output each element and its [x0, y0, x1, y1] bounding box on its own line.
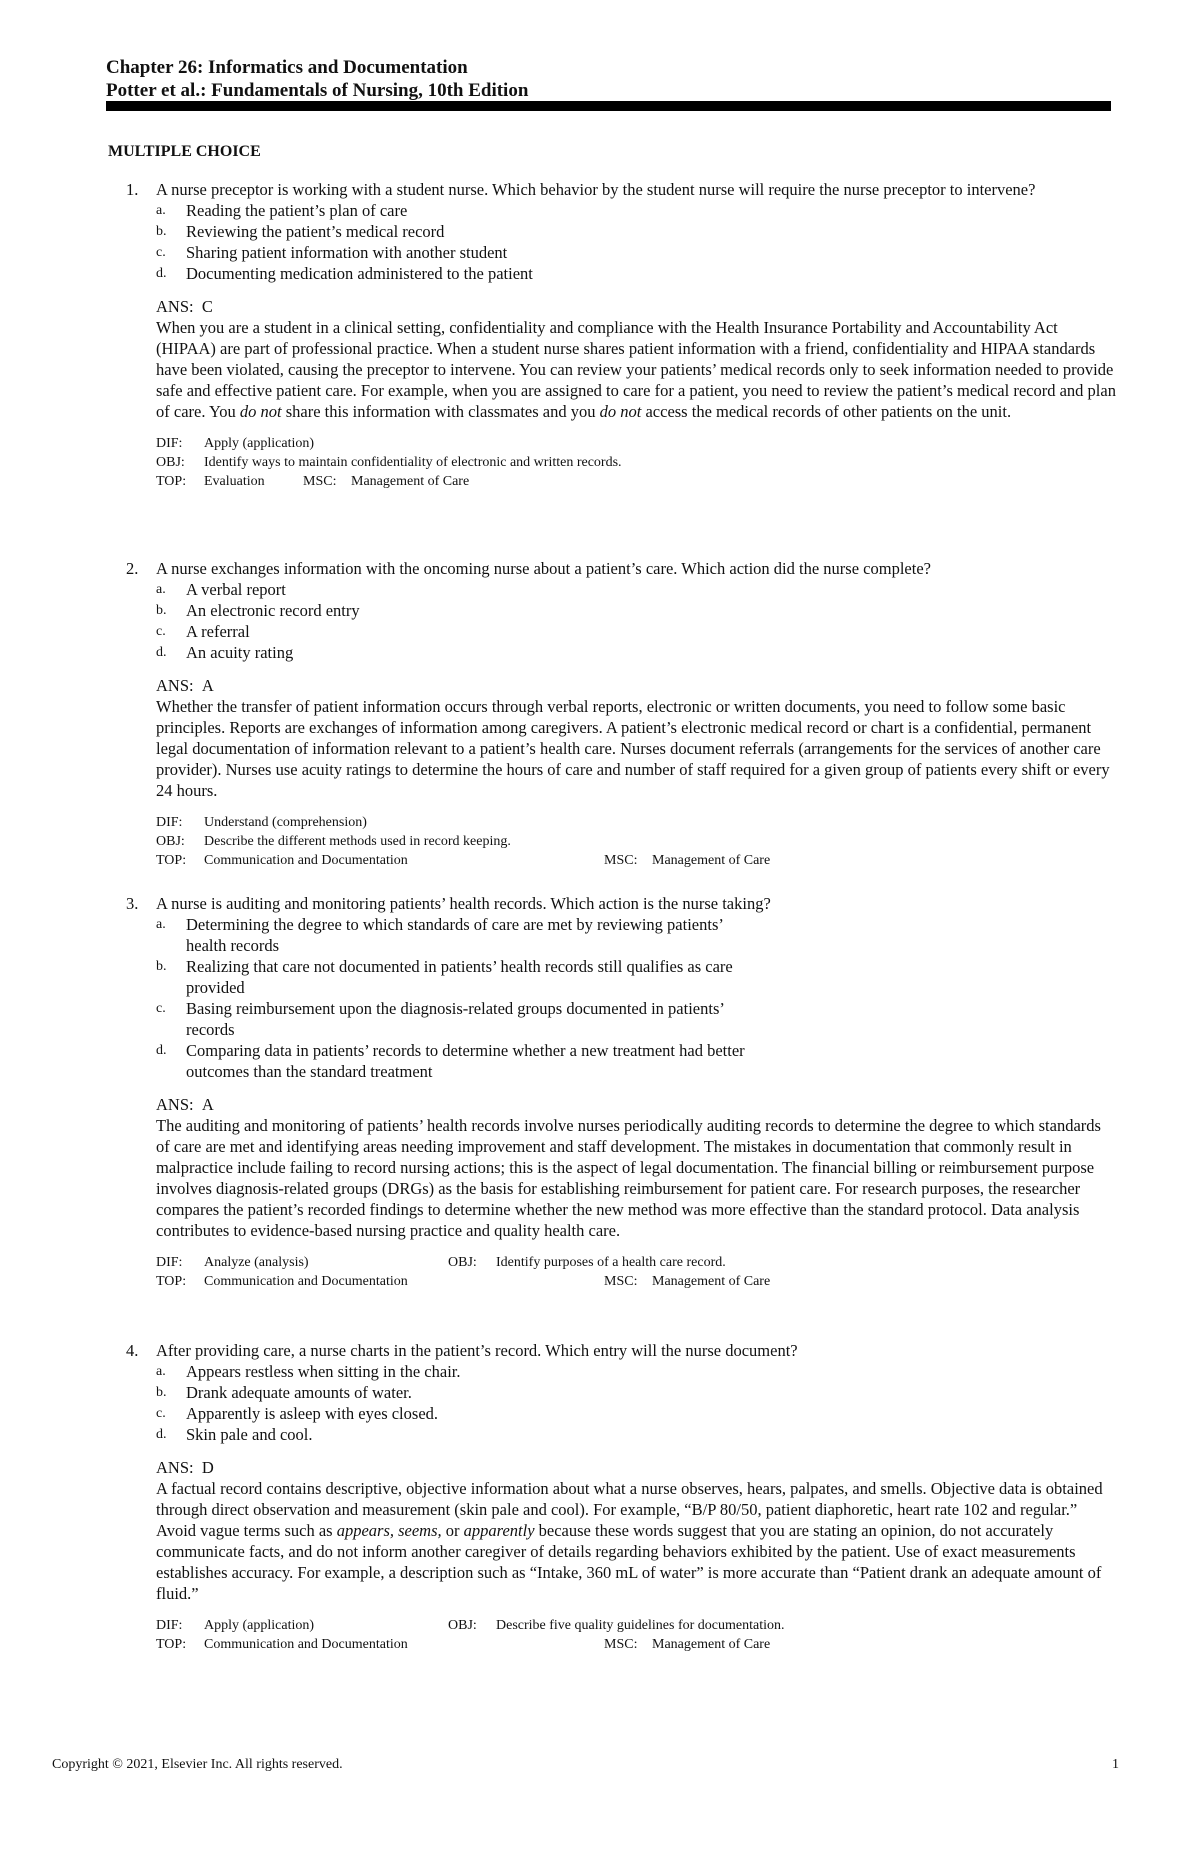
question-text: A nurse is auditing and monitoring patients’ health records. Which action is the nurse taking? — [156, 894, 771, 913]
option-a — [126, 914, 746, 956]
option-letter: a. — [156, 203, 166, 218]
option-b — [126, 221, 1116, 242]
header-rule — [106, 101, 1111, 111]
msc: Management of Care — [351, 474, 470, 489]
option-b — [126, 600, 1116, 621]
difficulty: Analyze (analysis) — [204, 1255, 309, 1270]
question-metadata: DIF: Apply (application) OBJ: Describe five quality guidelines for documentation. TOP: Communication and Documentation MSC: Management of Care — [156, 1618, 785, 1652]
option-letter: a. — [156, 1364, 166, 1379]
question-number: 4. — [126, 1341, 139, 1360]
option-letter: d. — [156, 1043, 167, 1058]
rationale: A factual record contains descriptive, objective information about what a nurse observes, hears, palpates, and smells. Objective data is obtained through direct observation and measurement (skin pale and cool). For example, “B/P 80/50, patient diaphoretic, heart rate 102 and regular.” Avoid vague terms such as appears, seems, or apparently because these words suggest that you are stating an opinion, do not accurately communicate facts, and do not inform another caregiver of details regarding behaviors exhibited by the patient. Use of exact measurements establishes accuracy. For example, a description such as “Intake, 360 mL of water” is more accurate than “Patient drank an adequate amount of fluid.” — [156, 1479, 1103, 1603]
answer-label: ANS: — [156, 1095, 194, 1114]
difficulty: Apply (application) — [204, 1618, 315, 1633]
option-letter: b. — [156, 1385, 167, 1400]
option-text: Apparently is asleep with eyes closed. — [186, 1404, 439, 1423]
page-number: 1 — [1112, 1757, 1119, 1772]
option-letter: c. — [156, 245, 166, 260]
question-number: 2. — [126, 559, 139, 578]
option-text: Reading the patient’s plan of care — [186, 201, 408, 220]
question-text: After providing care, a nurse charts in the patient’s record. Which entry will the nurse document? — [156, 1341, 798, 1360]
option-letter: d. — [156, 645, 167, 660]
answer-label: ANS: — [156, 676, 194, 695]
option-letter: c. — [156, 1406, 166, 1421]
option-text: An acuity rating — [186, 643, 294, 662]
option-letter: b. — [156, 224, 167, 239]
option-letter: c. — [156, 624, 166, 639]
question-number: 3. — [126, 894, 139, 913]
copyright: Copyright © 2021, Elsevier Inc. All rights reserved. — [52, 1757, 343, 1772]
msc: Management of Care — [652, 1274, 771, 1289]
option-text: Sharing patient information with another student — [186, 243, 508, 262]
option-a — [126, 200, 1116, 221]
option-c — [126, 242, 1116, 263]
option-c — [126, 621, 1116, 642]
option-b — [126, 956, 746, 998]
option-text: Realizing that care not documented in patients’ health records still qualifies as care provided — [186, 957, 733, 997]
question-stem — [126, 179, 1116, 200]
msc: Management of Care — [652, 1637, 771, 1652]
question-3 — [126, 893, 1116, 1291]
option-text: Skin pale and cool. — [186, 1425, 313, 1444]
option-d — [126, 642, 1116, 663]
section-title: MULTIPLE CHOICE — [108, 143, 261, 160]
option-letter: d. — [156, 1427, 167, 1442]
msc: Management of Care — [652, 853, 771, 868]
answer-line — [126, 1457, 1116, 1478]
question-stem — [126, 893, 1116, 914]
objective: Describe five quality guidelines for documentation. — [496, 1618, 785, 1633]
answer-line — [126, 1094, 1116, 1115]
answer-value: A — [201, 1095, 214, 1114]
answer-value: D — [201, 1458, 214, 1477]
option-letter: d. — [156, 266, 167, 281]
option-letter: a. — [156, 917, 166, 932]
topic: Communication and Documentation — [204, 853, 408, 868]
option-d — [126, 263, 1116, 284]
rationale: The auditing and monitoring of patients’ health records involve nurses periodically auditing records to determine the degree to which standards of care are met and identifying areas needing improvement and staff development. The mistakes in documentation that commonly result in malpractice include failing to record nursing actions; this is the aspect of legal documentation. The financial billing or reimbursement purpose involves diagnosis-related groups (DRGs) as the basis for establishing reimbursement for patient care. For research purposes, the researcher compares the patient’s recorded findings to determine whether the new method was more effective than the standard protocol. Data analysis contributes to evidence-based nursing practice and quality health care. — [156, 1116, 1101, 1240]
difficulty: Understand (comprehension) — [204, 815, 367, 830]
answer-value: A — [201, 676, 214, 695]
option-text: An electronic record entry — [186, 601, 360, 620]
objective: Identify ways to maintain confidentiality of electronic and written records. — [204, 455, 622, 470]
option-b — [126, 1382, 1116, 1403]
option-text: Basing reimbursement upon the diagnosis-related groups documented in patients’ records — [186, 999, 724, 1039]
question-1 — [126, 179, 1116, 491]
option-text: A verbal report — [186, 580, 286, 599]
question-2 — [126, 558, 1116, 870]
option-d — [126, 1424, 1116, 1445]
option-c — [126, 1403, 1116, 1424]
question-metadata: DIF: Understand (comprehension) OBJ: Describe the different methods used in record keeping. TOP: Communication and Documentation MSC: Management of Care — [156, 815, 771, 868]
option-c — [126, 998, 746, 1040]
topic: Communication and Documentation — [204, 1637, 408, 1652]
book-title: Potter et al.: Fundamentals of Nursing, 10th Edition — [106, 80, 529, 101]
answer-label: ANS: — [156, 297, 194, 316]
option-letter: b. — [156, 603, 167, 618]
option-letter: c. — [156, 1001, 166, 1016]
rationale: Whether the transfer of patient information occurs through verbal reports, electronic or written documents, you need to follow some basic principles. Reports are exchanges of information among caregivers. A patient’s electronic medical record or chart is a confidential, permanent legal documentation of information relevant to a patient’s health care. Nurses document referrals (arrangements for the services of another care provider). Nurses use acuity ratings to determine the hours of care and number of staff required for a given group of patients every shift or every 24 hours. — [156, 697, 1110, 800]
option-text: Comparing data in patients’ records to determine whether a new treatment had better outcomes than the standard treatment — [186, 1041, 745, 1081]
option-text: Drank adequate amounts of water. — [186, 1383, 412, 1402]
difficulty: Apply (application) — [204, 436, 315, 451]
answer-label: ANS: — [156, 1458, 194, 1477]
option-a — [126, 579, 1116, 600]
option-text: Determining the degree to which standards of care are met by reviewing patients’ health records — [186, 915, 723, 955]
topic: Evaluation — [204, 474, 265, 489]
question-4 — [126, 1340, 1116, 1654]
objective: Describe the different methods used in record keeping. — [204, 834, 511, 849]
option-d — [126, 1040, 746, 1082]
question-number: 1. — [126, 180, 139, 199]
answer-line — [126, 296, 1116, 317]
page-header — [106, 56, 1106, 102]
question-metadata: DIF: Analyze (analysis) OBJ: Identify purposes of a health care record. TOP: Communication and Documentation MSC: Management of Care — [156, 1255, 771, 1289]
option-a — [126, 1361, 1116, 1382]
question-text: A nurse exchanges information with the oncoming nurse about a patient’s care. Which action did the nurse complete? — [156, 559, 931, 578]
option-text: Appears restless when sitting in the chair. — [186, 1362, 461, 1381]
option-text: A referral — [186, 622, 250, 641]
question-stem — [126, 1340, 1116, 1361]
topic: Communication and Documentation — [204, 1274, 408, 1289]
answer-value: C — [201, 297, 213, 316]
rationale: When you are a student in a clinical setting, confidentiality and compliance with the Health Insurance Portability and Accountability Act (HIPAA) are part of professional practice. When a student nurse shares patient information with a friend, confidentiality and HIPAA standards have been violated, causing the preceptor to intervene. You can review your patients’ medical records only to seek information needed to provide safe and effective patient care. For example, when you are assigned to care for a patient, you need to review the patient’s medical record and plan of care. You do not share this information with classmates and you do not access the medical records of other patients on the unit. — [156, 318, 1116, 421]
question-text: A nurse preceptor is working with a student nurse. Which behavior by the student nurse will require the nurse preceptor to intervene? — [156, 180, 1036, 199]
option-letter: a. — [156, 582, 166, 597]
question-stem — [126, 558, 1116, 579]
question-metadata: DIF: Apply (application) OBJ: Identify ways to maintain confidentiality of electronic and written records. TOP: Evaluation MSC: Management of Care — [156, 436, 622, 489]
answer-line — [126, 675, 1116, 696]
objective: Identify purposes of a health care record. — [496, 1255, 726, 1270]
option-letter: b. — [156, 959, 167, 974]
option-text: Documenting medication administered to the patient — [186, 264, 533, 283]
chapter-title: Chapter 26: Informatics and Documentation — [106, 57, 468, 78]
option-text: Reviewing the patient’s medical record — [186, 222, 445, 241]
